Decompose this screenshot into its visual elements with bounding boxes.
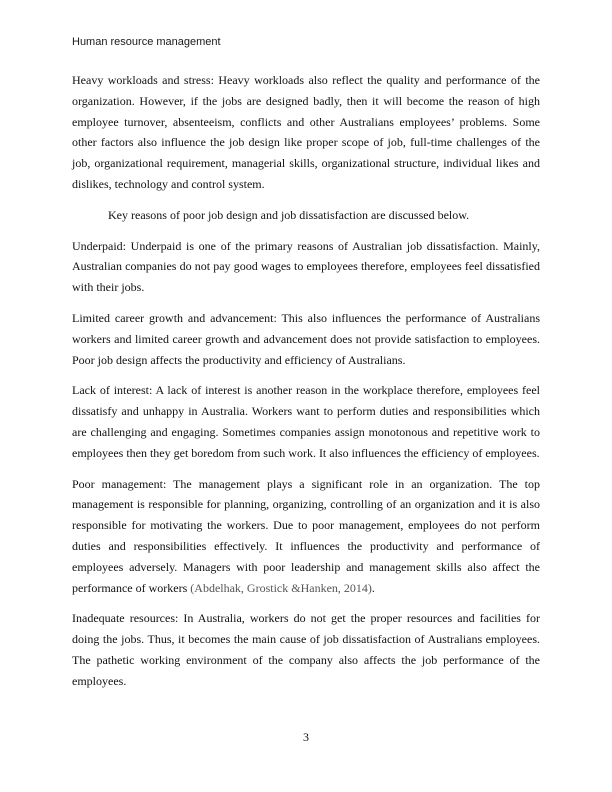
paragraph-underpaid: Underpaid: Underpaid is one of the primary reasons of Australian job dissatisfaction. Mainly, Australian companies do not pay good wages to employees therefore, employees feel dissatisfied with their jobs. — [72, 238, 540, 295]
paragraph-key-reasons-intro: Key reasons of poor job design and job dissatisfaction are discussed below. — [108, 207, 470, 222]
paragraph-career-growth: Limited career growth and advancement: This also influences the performance of Australians workers and limited career growth and advancement does not provide satisfaction to employees. Poor job design affects the productivity and efficiency of Australians. — [72, 310, 540, 367]
poor-management-period: . — [371, 580, 375, 595]
paragraph-lack-of-interest: Lack of interest: A lack of interest is another reason in the workplace therefore, employees feel dissatisfy and unhappy in Australia. Workers want to perform duties and responsibilities which are challenging and engaging. Sometimes companies assign monotonous and repetitive work to employees then they get boredom from such work. It also influences the efficiency of employees. — [72, 383, 540, 460]
running-header: Human resource management — [72, 36, 221, 48]
poor-management-text: Poor management: The management plays a significant role in an organization. The top management is responsible for planning, organizing, controlling of an organization and it is also responsible for motivating the workers. Due to poor management, employees do not perform duties and responsibilities effectively. It influences the productivity and performance of employees adversely. Managers with poor leadership and management skills also affect the performance of workers — [72, 476, 540, 595]
paragraph-inadequate-resources: Inadequate resources: In Australia, workers do not get the proper resources and facilities for doing the jobs. Thus, it becomes the main cause of job dissatisfaction of Australians employees. The pathetic working environment of the company also affects the job performance of the employees. — [72, 611, 540, 688]
paragraph-heavy-workloads: Heavy workloads and stress: Heavy workloads also reflect the quality and performance of the organization. However, if the jobs are designed badly, then it will become the reason of high employee turnover, absenteeism, conflicts and other Australians employees’ problems. Some other factors also influence the job design like proper scope of job, full-time challenges of the job, organizational requirement, managerial skills, organizational structure, individual likes and dislikes, technology and control system. — [72, 73, 540, 191]
citation: (Abdelhak, Grostick &Hanken, 2014) — [190, 580, 372, 595]
paragraph-poor-management — [72, 474, 540, 599]
page-number: 3 — [303, 730, 309, 744]
document-body — [72, 70, 540, 702]
